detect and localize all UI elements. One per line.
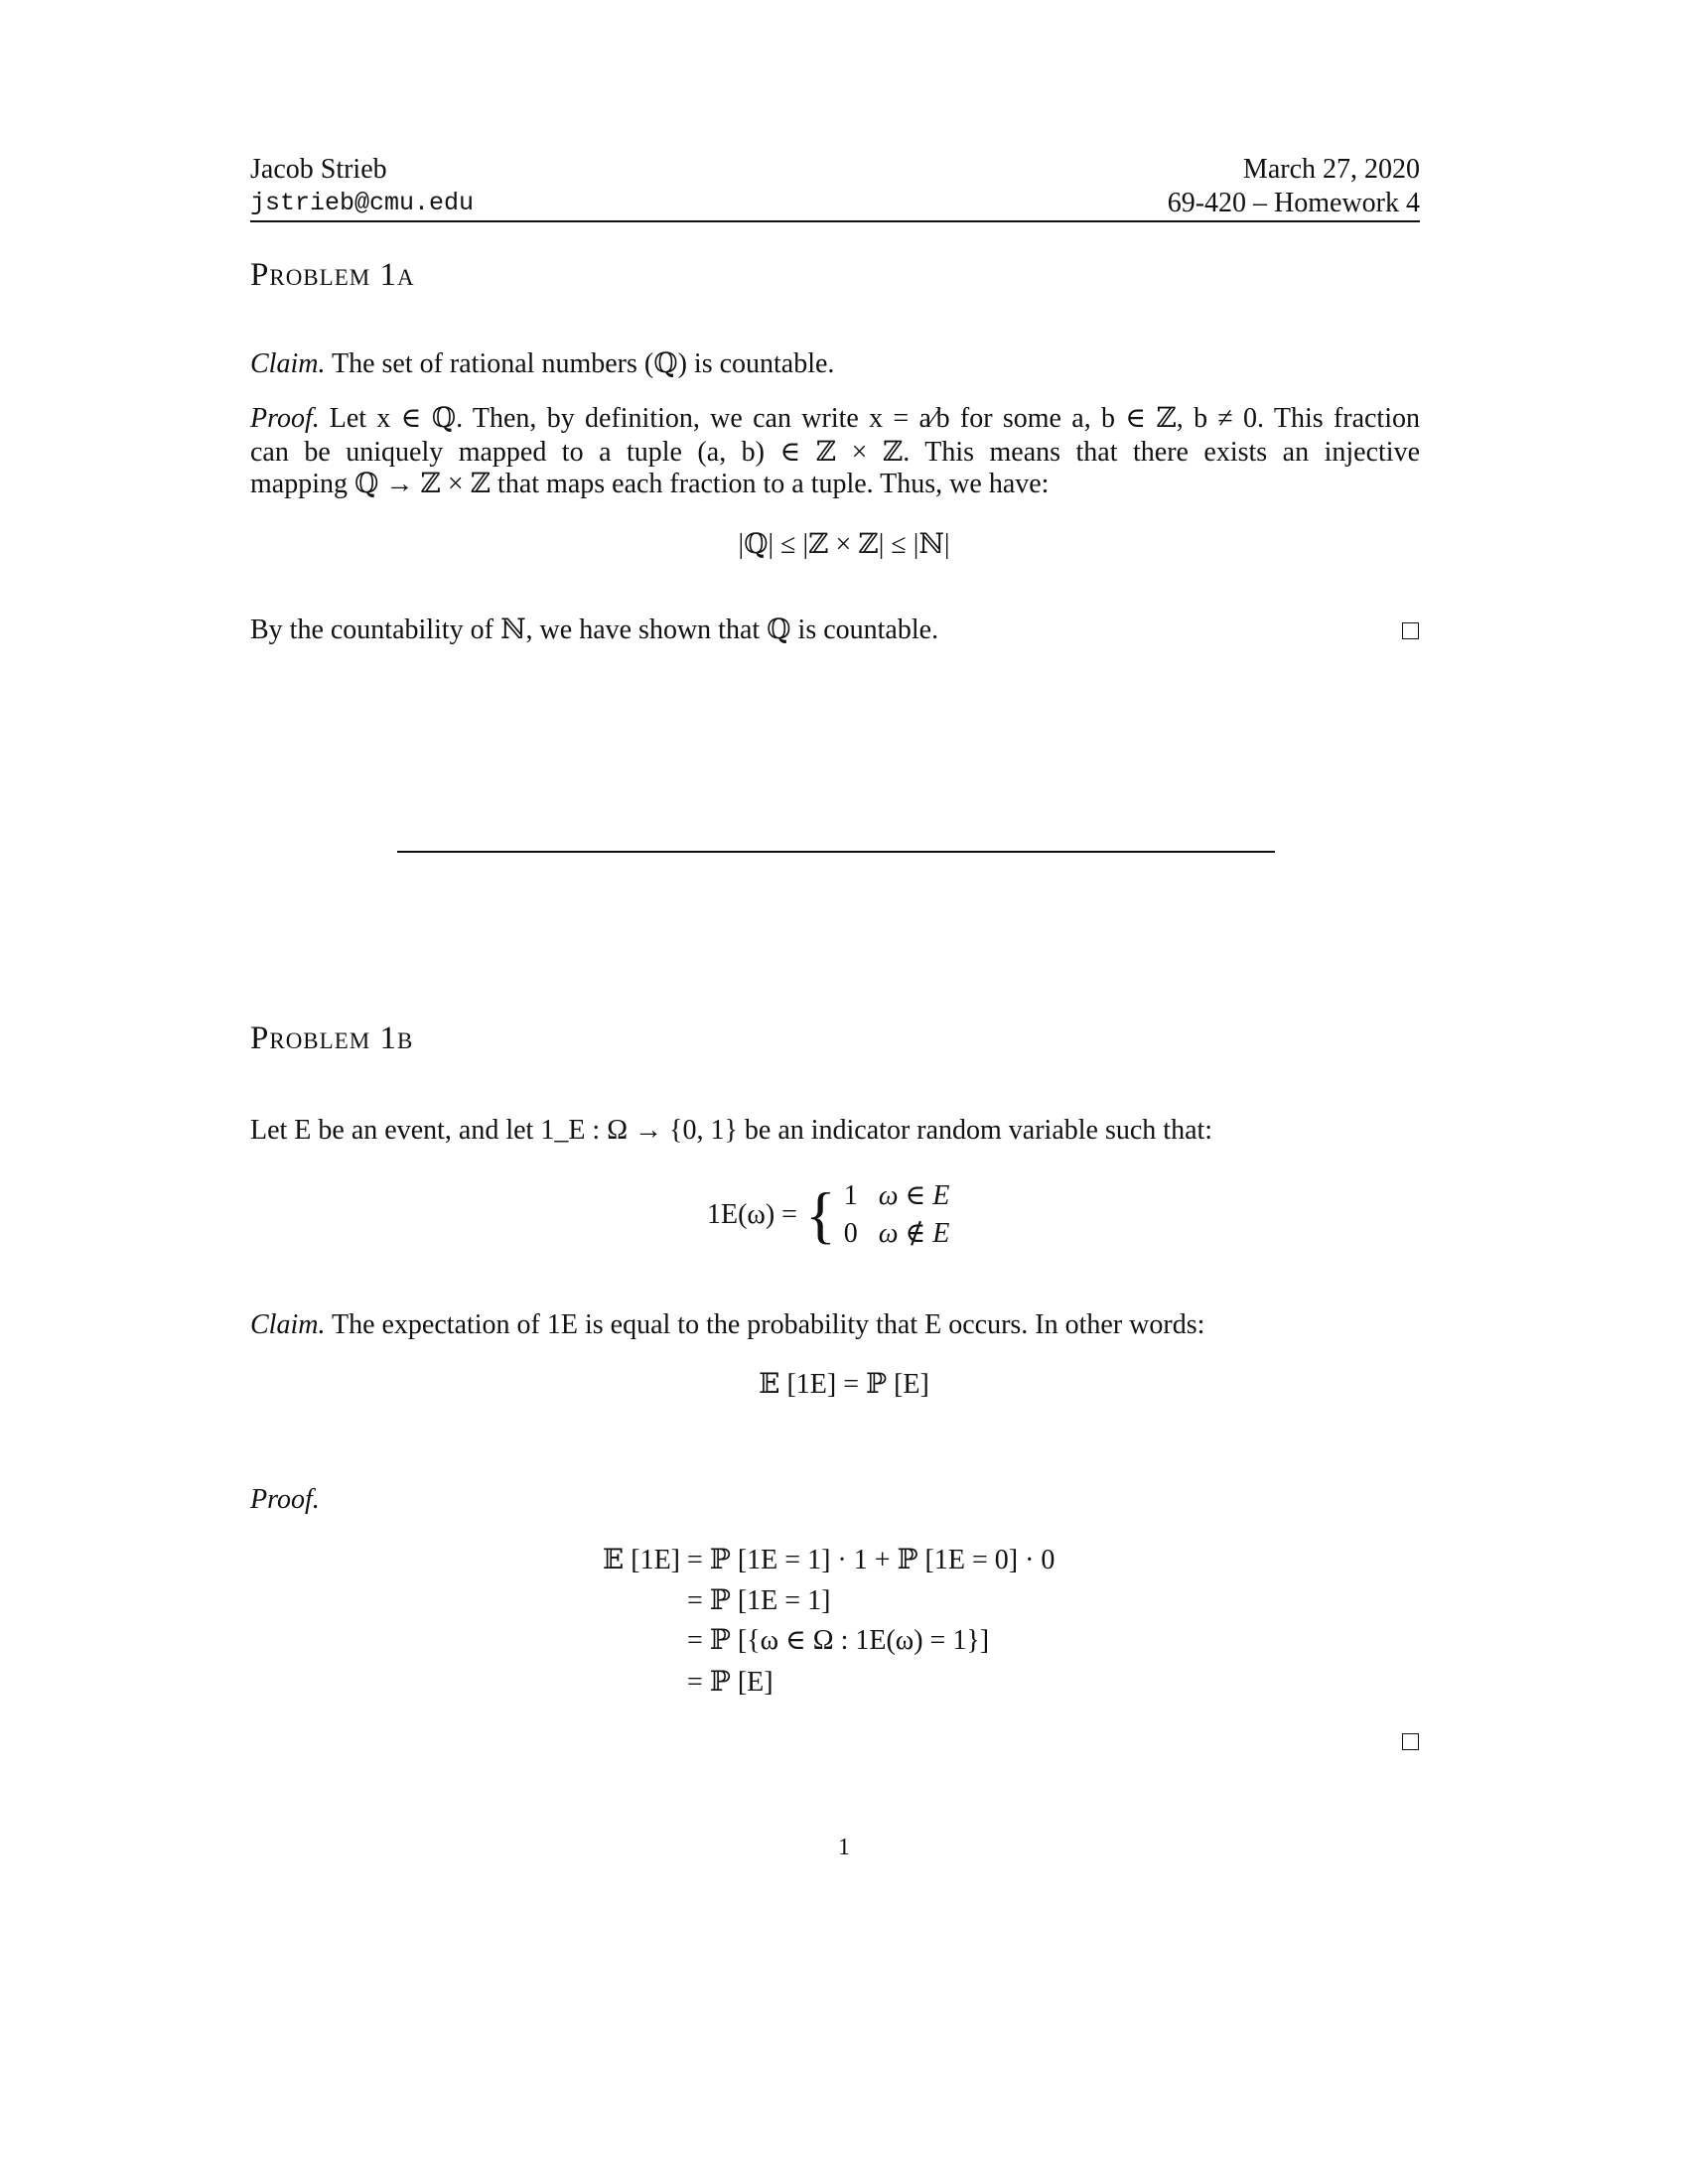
intro-1b: Let E be an event, and let 1_E : Ω → {0, 1} be an indicator random variable such that: xyxy=(250,1115,1213,1146)
section-divider xyxy=(397,851,1275,853)
proof-label: Proof. xyxy=(250,1484,320,1515)
course-title: 69-420 – Homework 4 xyxy=(1167,188,1420,218)
case-condition: ω ∉ E xyxy=(878,1218,950,1249)
cardinality-equation: |ℚ| ≤ |ℤ × ℤ| ≤ |ℕ| xyxy=(738,529,950,560)
indicator-cases xyxy=(707,1179,949,1251)
qed-symbol xyxy=(1402,622,1419,639)
claim-text: The set of rational numbers (ℚ) is countable. xyxy=(331,348,835,379)
align-line: = ℙ [E] xyxy=(687,1667,774,1698)
proof-label: Proof. xyxy=(250,403,320,434)
problem-1b-heading: Problem 1b xyxy=(250,1021,414,1056)
proof-text: Let x ∈ ℚ. Then, by definition, we can write x = a⁄b for some a, b ∈ ℤ, b ≠ 0. This fraction xyxy=(329,403,1420,434)
proof-1a-line-2: can be uniquely mapped to a tuple (a, b) ∈ ℤ × ℤ. This means that there exists an injective xyxy=(250,437,1420,468)
claim-text: The expectation of 1E is equal to the probability that E occurs. In other words: xyxy=(331,1309,1205,1340)
conclusion-1a: By the countability of ℕ, we have shown that ℚ is countable. xyxy=(250,614,939,645)
proof-1a-line-1 xyxy=(250,402,1420,436)
align-lhs: 𝔼 [1E] xyxy=(602,1545,680,1575)
author-name: Jacob Strieb xyxy=(250,154,387,185)
proof-1a-line-3: mapping ℚ → ℤ × ℤ that maps each fraction to a tuple. Thus, we have: xyxy=(250,469,1050,499)
align-line: = ℙ [1E = 1] xyxy=(687,1585,831,1616)
case-condition: ω ∈ E xyxy=(878,1180,950,1211)
claim-label: Claim. xyxy=(250,1309,326,1340)
case-value: 1 xyxy=(843,1180,858,1211)
expectation-equation: 𝔼 [1E] = ℙ [E] xyxy=(759,1369,929,1400)
left-brace: { xyxy=(804,1179,836,1250)
cases-lhs: 1E(ω) = xyxy=(707,1199,797,1230)
qed-symbol xyxy=(1402,1733,1419,1750)
header-rule xyxy=(250,220,1420,222)
author-email: jstrieb@cmu.edu xyxy=(250,189,475,217)
case-value: 0 xyxy=(843,1218,858,1249)
claim-1a xyxy=(250,347,834,381)
claim-1b xyxy=(250,1308,1204,1342)
problem-1a-heading: Problem 1a xyxy=(250,257,415,293)
claim-label: Claim. xyxy=(250,348,326,379)
page-number: 1 xyxy=(838,1835,850,1860)
align-line: = ℙ [1E = 1] · 1 + ℙ [1E = 0] · 0 xyxy=(687,1545,1055,1575)
align-line: = ℙ [{ω ∈ Ω : 1E(ω) = 1}] xyxy=(687,1625,990,1656)
date: March 27, 2020 xyxy=(1242,154,1420,185)
